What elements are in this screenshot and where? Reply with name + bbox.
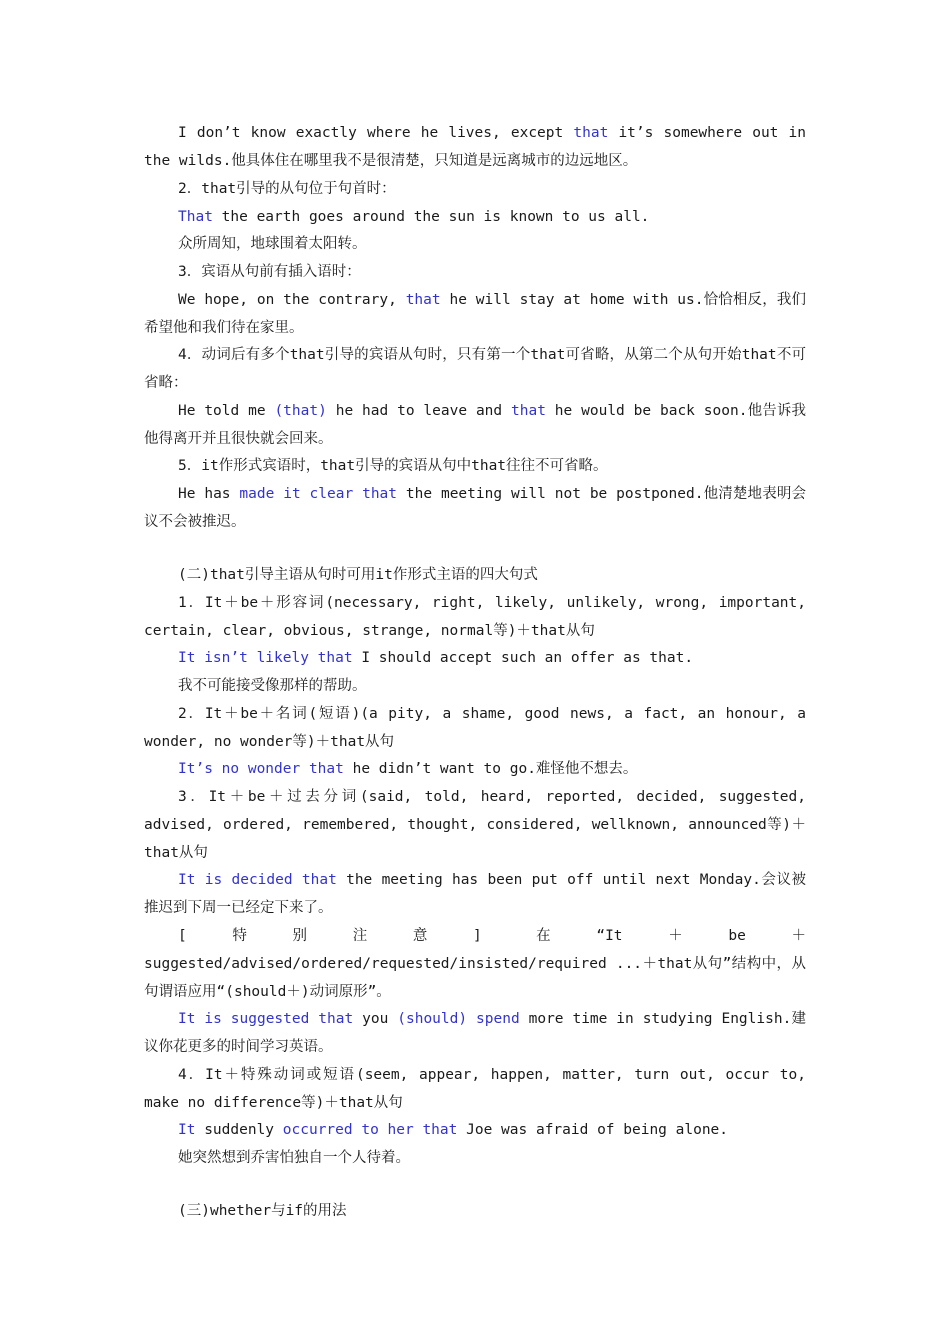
example-made-it-clear	[144, 480, 806, 536]
text-segment: (三)whether与if的用法	[178, 1203, 347, 1219]
highlighted-text: It’s no wonder that	[178, 761, 344, 777]
rule-4-heading	[144, 341, 806, 397]
translation-earth	[178, 230, 806, 258]
section-2-heading	[178, 561, 806, 589]
rule-5-heading	[178, 452, 806, 480]
text-segment: the earth goes around the sun is known to us all.	[212, 209, 650, 225]
highlighted-text: that	[405, 292, 441, 308]
text-segment: the meeting will not be postponed.他清楚地表明会议不会被推迟。	[144, 486, 807, 530]
text-segment: suddenly	[195, 1122, 283, 1138]
text-segment: 众所周知，地球围着太阳转。	[178, 236, 367, 252]
rule-3-heading	[178, 258, 806, 286]
highlighted-text: made it clear that	[239, 486, 398, 502]
highlighted-text: (that)	[274, 403, 327, 419]
text-segment: he didn’t want to go.难怪他不想去。	[343, 761, 638, 777]
text-segment: [特别注意] 在“It＋be＋suggested/advised/ordered/requested/insisted/required ...＋that从句”结构中，从句谓语应用“(should＋)动词原形”。	[144, 928, 806, 1000]
example-occurred-to-her	[178, 1116, 806, 1144]
text-segment: 1．It＋be＋形容词(necessary, right, likely, unlikely, wrong, important, certain, clear, obvious, strange, normal等)＋that从句	[144, 595, 806, 639]
highlighted-text: occurred to her that	[282, 1122, 458, 1138]
text-segment: it’s somewhere out in the wilds.他具体住在哪里我不是很清楚，只知道是远离城市的边远地区。	[144, 125, 807, 169]
example-on-the-contrary	[144, 286, 806, 342]
text-segment: more time in studying English.建议你花更多的时间学习英语。	[144, 1011, 807, 1055]
text-segment: he had to leave and	[326, 403, 512, 419]
text-segment: 3．宾语从句前有插入语时：	[178, 264, 361, 280]
text-segment: 5．it作形式宾语时，that引导的宾语从句中that往往不可省略。	[178, 458, 608, 474]
text-segment: he would be back soon.他告诉我他得离开并且很快就会回来。	[144, 403, 806, 447]
text-segment: 我不可能接受像那样的帮助。	[178, 678, 367, 694]
highlighted-text: It is decided that	[178, 872, 337, 888]
text-segment: you	[353, 1011, 398, 1027]
text-segment: 4．动词后有多个that引导的宾语从句时，只有第一个that可省略，从第二个从句开始that不可省略：	[144, 347, 806, 391]
special-note	[144, 922, 806, 1006]
highlighted-text: It isn’t likely that	[178, 650, 353, 666]
example-it-is-decided	[144, 866, 806, 922]
pattern-2-heading	[144, 700, 806, 756]
highlighted-text: (should) spend	[397, 1011, 520, 1027]
pattern-1-heading	[144, 589, 806, 645]
text-segment: 4．It＋特殊动词或短语(seem, appear, happen, matter, turn out, occur to, make no difference等)＋that从句	[144, 1067, 806, 1111]
rule-2-heading	[178, 175, 806, 203]
example-he-told-me	[144, 397, 806, 453]
pattern-4-heading	[144, 1061, 806, 1117]
highlighted-text: that	[573, 125, 609, 141]
paragraph-example-except-that	[144, 119, 806, 175]
example-isnt-likely	[178, 644, 806, 672]
highlighted-text: that	[511, 403, 546, 419]
text-segment: He has	[178, 486, 240, 502]
text-segment: He told me	[178, 403, 275, 419]
highlighted-text: That	[178, 209, 213, 225]
text-segment: We hope, on the contrary,	[178, 292, 406, 308]
text-segment: 2．It＋be＋名词(短语)(a pity, a shame, good news, a fact, an honour, a wonder, no wonder等)＋that从句	[144, 706, 806, 750]
pattern-3-heading	[144, 783, 806, 867]
example-no-wonder	[178, 755, 806, 783]
text-segment: (二)that引导主语从句时可用it作形式主语的四大句式	[178, 567, 538, 583]
text-segment: I should accept such an offer as that.	[352, 650, 694, 666]
highlighted-text: It	[178, 1122, 196, 1138]
example-that-earth	[178, 203, 806, 231]
translation-occurred	[178, 1144, 806, 1172]
example-it-is-suggested	[144, 1005, 806, 1061]
text-segment: 她突然想到乔害怕独自一个人待着。	[178, 1150, 410, 1166]
highlighted-text: It is suggested that	[178, 1011, 354, 1027]
text-segment: Joe was afraid of being alone.	[457, 1122, 729, 1138]
text-segment: 2．that引导的从句位于句首时：	[178, 181, 396, 197]
text-segment: I don’t know exactly where he lives, except	[178, 125, 574, 141]
text-segment: the meeting has been put off until next Monday.会议被推迟到下周一已经定下来了。	[144, 872, 807, 916]
section-3-heading	[178, 1197, 806, 1225]
translation-isnt-likely	[178, 672, 806, 700]
text-segment: he will stay at home with us.恰恰相反，我们希望他和我们待在家里。	[144, 292, 806, 336]
text-segment: 3．It＋be＋过去分词(said, told, heard, reported, decided, suggested, advised, ordered, remembered, thought, considered, wellknown, announced等)＋that从句	[144, 789, 806, 861]
